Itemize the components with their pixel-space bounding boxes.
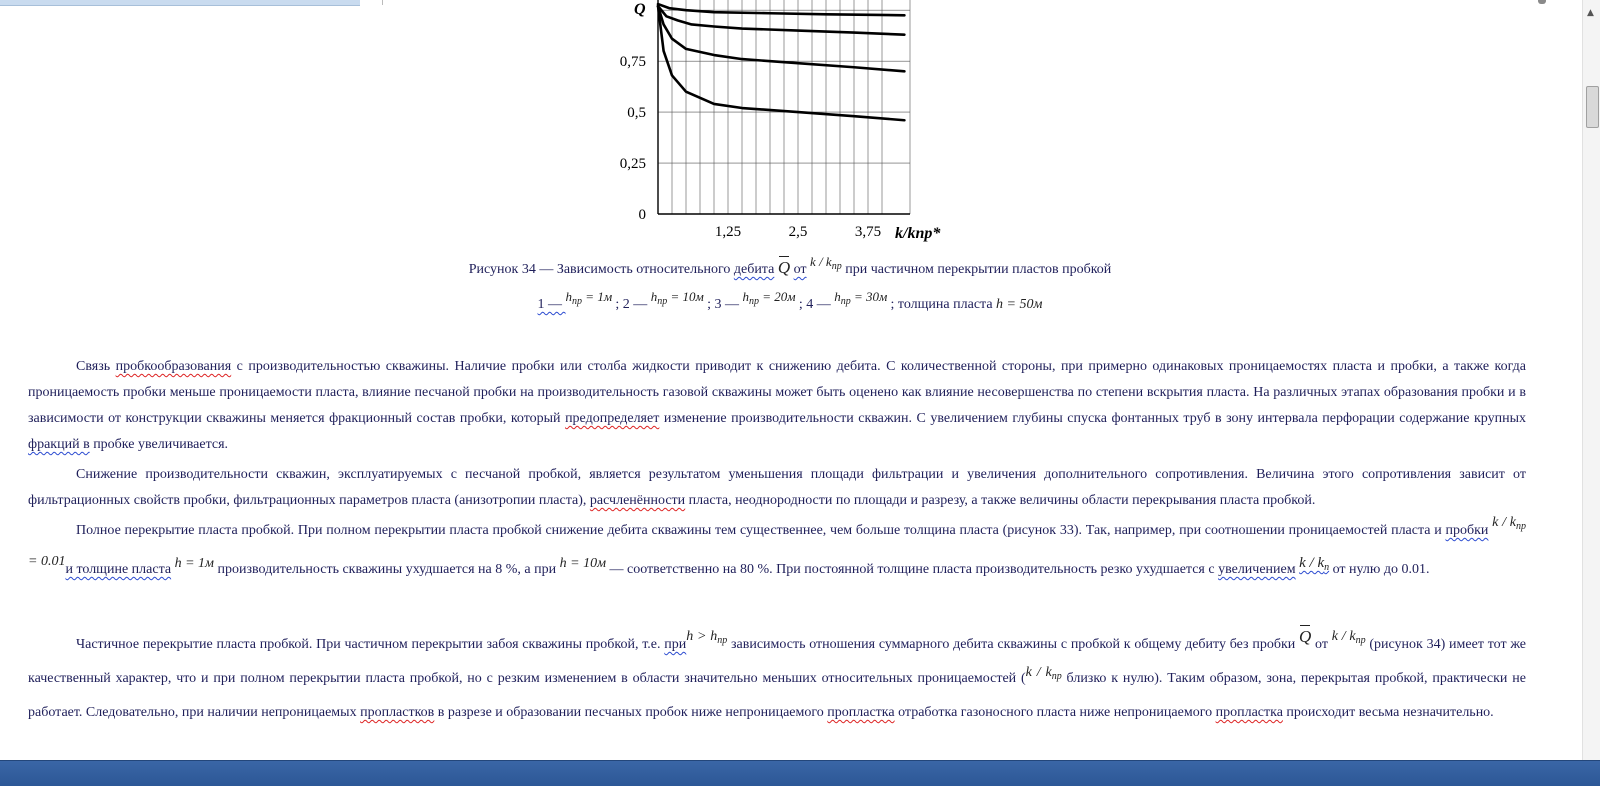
x-tick-label: 3,75	[854, 224, 882, 240]
formula-k-ratio: $k / k_{пр} = 0.01$	[28, 515, 1526, 569]
caption-item-num: ; 3 —	[707, 297, 743, 312]
paragraph-1: Связь пробкообразования с производительностью скважины. Наличие пробки или столба жидкости приводит к снижению дебита. С количественной стороны, при примерно одинаковых проницаемостях пласта и пробки, а также когда проницаемость пробки меньше проницаемости пласта, влияние песчаной пробки на производительность газовой скважины может быть оценено как влияние несовершенства по степени вскрытия пласта. На различных этапах образования пробки и в зависимости от конструкции скважины меняется фракционный состав пробки, который предопределяет изменение производительности скважин. С увеличением глубины спуска фонтанных труб в зону интервала перфорации содержание крупных фракций в пробке увеличивается.	[28, 359, 1527, 452]
caption-q-symbol: Q	[777, 258, 791, 277]
ruler-segment	[0, 0, 360, 6]
series-line	[658, 4, 904, 15]
figure-caption-line1	[0, 254, 1580, 279]
vertical-scrollbar[interactable]	[1582, 0, 1600, 760]
formula-k-kpr: k / $k_{пр}$	[1331, 629, 1366, 646]
caption-formula: k / $k_{пр}$	[810, 254, 842, 272]
y-tick-label: 0,25	[619, 156, 646, 173]
caption-suffix: при частичном перекрытии пластов пробкой	[841, 262, 1112, 277]
y-axis-label: Q	[634, 1, 646, 18]
caption-item-num: 1 —	[537, 297, 566, 312]
caption-tail: ; толщина пласта	[890, 297, 997, 312]
caption-debit: дебита	[733, 262, 775, 277]
y-tick-label: 0	[638, 207, 646, 223]
caption-item-formula: $h_{пр} = 20м$	[742, 289, 799, 307]
caption-item-num: ; 2 —	[615, 297, 651, 312]
y-tick-label: 0,5	[627, 105, 646, 122]
caption-item-formula: $h_{пр} = 10м$	[650, 289, 708, 307]
formula-k-kpr-2: k / $k_{пр}$	[1025, 665, 1062, 682]
paragraph-2: Снижение производительности скважин, эксплуатируемых с песчаной пробкой, является результатом уменьшения площади фильтрации и увеличения дополнительного сопротивления. Величина этого сопротивления зависит от фильтрационных свойств пробки, фильтрационных параметров пласта (анизотропии пласта), расчленённости пласта, неоднородности по площади и разрезу, а также величины области перекрывания пласта пробкой.	[28, 467, 1526, 508]
chart-svg	[570, 0, 970, 250]
formula-h-gt-hpr: $h > h_{пр}$	[686, 629, 728, 646]
caption-ot: от	[793, 262, 807, 277]
scroll-thumb[interactable]	[1586, 86, 1599, 128]
figure-caption-line2	[0, 289, 1580, 314]
formula-k-kn: k / $k_п$	[1299, 555, 1330, 573]
x-tick-label: 1,25	[714, 224, 742, 240]
scroll-up-icon[interactable]: ▲	[1587, 8, 1594, 18]
caption-item-formula: $h_{пр} = 30м$	[834, 289, 891, 307]
caption-item-num: ; 4 —	[798, 297, 835, 312]
figure-chart	[570, 0, 970, 250]
caption-tail-formula: h = 50м	[996, 297, 1043, 312]
formula-h10: h = 10м	[559, 556, 607, 571]
paragraph-4: Частичное перекрытие пласта пробкой. При частичном перекрытии забоя скважины пробкой, т.е. приh > $h_{пр}$ зависимость отношения суммарного дебита скважины с пробкой к общему дебиту без пробки Q от k / $k_{пр}$ (рисунок 34) имеет тот же качественный характер, что и при полном перекрытии пласта пробкой, но с резким изменением в области значительно меньших относительных проницаемостей ($k / k_{пр}$ близко к нулю). Таким образом, зона, перекрытая пробкой, практически не работает. Следовательно, при наличии непроницаемых пропластков в разрезе и образовании песчаных пробок ниже непроницаемого пропластка отработка газоносного пласта ниже непроницаемого пропластка происходит весьма незначительно.	[28, 627, 1527, 720]
caption-prefix: Рисунок 34 — Зависимость относительного	[468, 262, 734, 277]
x-axis-label: k/kпр*	[895, 225, 941, 242]
y-tick-label: 0,75	[619, 54, 646, 71]
x-tick-label: 2,5	[788, 224, 808, 240]
formula-q: Q	[1299, 627, 1312, 646]
caption-item-formula: $h_{пр} = 1м$	[565, 289, 616, 307]
ruler-marker	[366, 0, 383, 5]
ruler-handle[interactable]	[1538, 0, 1546, 4]
formula-h1: h = 1м	[174, 556, 214, 571]
status-bar	[0, 760, 1600, 786]
paragraph-3: Полное перекрытие пласта пробкой. При полном перекрытии пласта пробкой снижение дебита скважины тем существеннее, чем больше толщина пласта (рисунок 33). Так, например, при соотношении проницаемостей пласта и пробки $k / k_{пр} = 0.01и$ толщине пласта h = 1м производительность скважины ухудшается на 8 %, а при h = 10м — соответственно на 80 %. При постоянной толщине пласта производительность резко ухудшается с увеличением k / $k_п$ от нулю до 0.01.	[28, 515, 1526, 577]
